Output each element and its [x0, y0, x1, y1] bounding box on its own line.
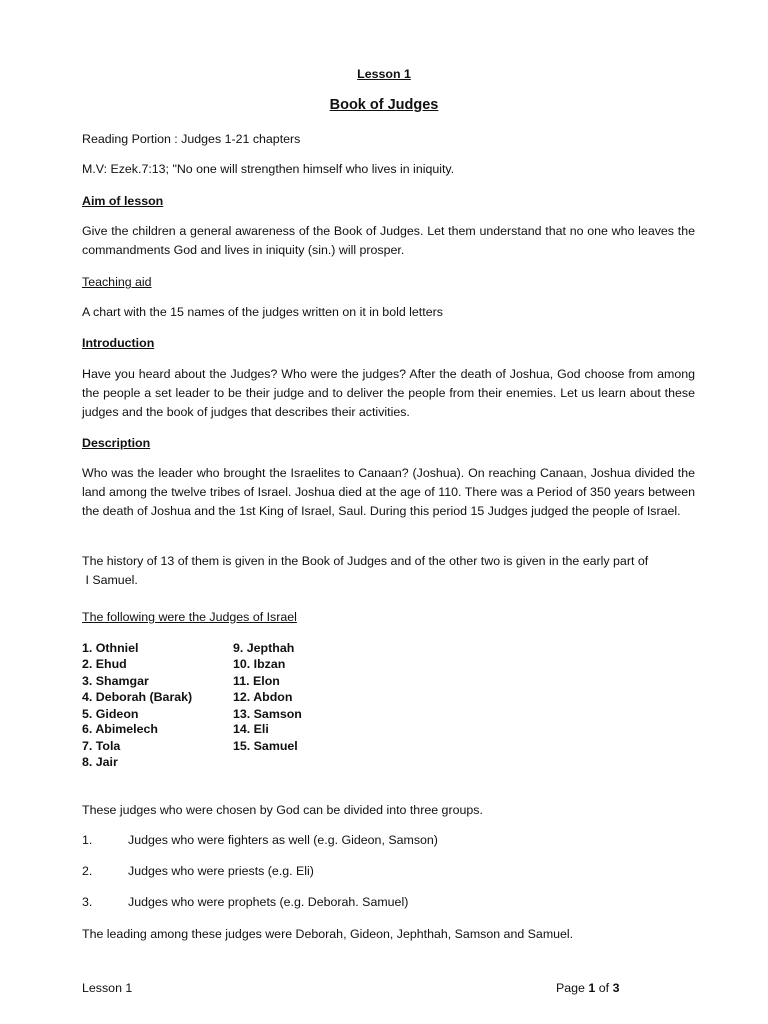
list-item: 5. Gideon: [82, 707, 139, 721]
list-item-number: 2.: [82, 864, 93, 878]
list-item: 14. Eli: [233, 722, 269, 736]
description-heading: Description: [82, 436, 151, 450]
page-word: Page: [556, 981, 585, 995]
footer-lesson-label: Lesson 1: [82, 981, 133, 995]
list-item: 2. Ehud: [82, 657, 127, 671]
list-item: 7. Tola: [82, 739, 121, 753]
list-item: 9. Jepthah: [233, 641, 295, 655]
introduction-text: Have you heard about the Judges? Who were the judges? After the death of Joshua, God choose from among the people a set leader to be their judge and to deliver the people from their enemies. Let us learn about these judges and the book of judges that describes their activities.: [82, 367, 695, 419]
list-item-text: Judges who were priests (e.g. Eli): [128, 864, 314, 878]
lesson-label: Lesson 1: [357, 67, 411, 81]
page-total: 3: [612, 981, 620, 995]
description-paragraph-2-line-2: I Samuel.: [82, 573, 138, 587]
groups-intro: These judges who were chosen by God can be divided into three groups.: [82, 803, 483, 817]
list-item: 1. Othniel: [82, 641, 139, 655]
list-item: 4. Deborah (Barak): [82, 690, 193, 704]
list-item: 8. Jair: [82, 755, 118, 769]
footer-page-number: [556, 979, 619, 998]
groups-conclusion: The leading among these judges were Deborah, Gideon, Jephthah, Samson and Samuel.: [82, 927, 574, 941]
list-item: 10. Ibzan: [233, 657, 286, 671]
list-item-text: Judges who were prophets (e.g. Deborah. Samuel): [128, 895, 409, 909]
list-item: 6. Abimelech: [82, 722, 158, 736]
introduction-heading: Introduction: [82, 336, 155, 350]
list-item: 15. Samuel: [233, 739, 298, 753]
aim-text: Give the children a general awareness of the Book of Judges. Let them understand that no one who leaves the commandments God and lives in iniquity (sin.) will prosper.: [82, 224, 695, 257]
page-of: of: [598, 981, 610, 995]
list-item-number: 3.: [82, 895, 93, 909]
list-item: 11. Elon: [233, 674, 280, 688]
list-item: 3. Shamgar: [82, 674, 149, 688]
reading-portion: Reading Portion : Judges 1-21 chapters: [82, 132, 301, 146]
aim-heading: Aim of lesson: [82, 194, 164, 208]
memory-verse: M.V: Ezek.7:13; "No one will strengthen himself who lives in iniquity.: [82, 162, 455, 176]
page-current: 1: [588, 981, 596, 995]
list-item: 13. Samson: [233, 707, 302, 721]
page-title: Book of Judges: [329, 97, 439, 113]
list-item-number: 1.: [82, 833, 93, 847]
teaching-aid-text: A chart with the 15 names of the judges written on it in bold letters: [82, 305, 443, 319]
description-paragraph-2-line-1: The history of 13 of them is given in the Book of Judges and of the other two is given in the early part of: [82, 554, 649, 568]
list-item: 12. Abdon: [233, 690, 293, 704]
teaching-aid-heading: Teaching aid: [82, 275, 152, 289]
list-item-text: Judges who were fighters as well (e.g. Gideon, Samson): [128, 833, 438, 847]
judges-list-heading: The following were the Judges of Israel: [82, 610, 297, 624]
description-paragraph-1: Who was the leader who brought the Israelites to Canaan? (Joshua). On reaching Canaan, Joshua divided the land among the twelve tribes of Israel. Joshua died at the age of 110. There was a Period of 350 years between the death of Joshua and the 1st King of Israel, Saul. During this period 15 Judges judged the people of Israel.: [82, 466, 695, 518]
